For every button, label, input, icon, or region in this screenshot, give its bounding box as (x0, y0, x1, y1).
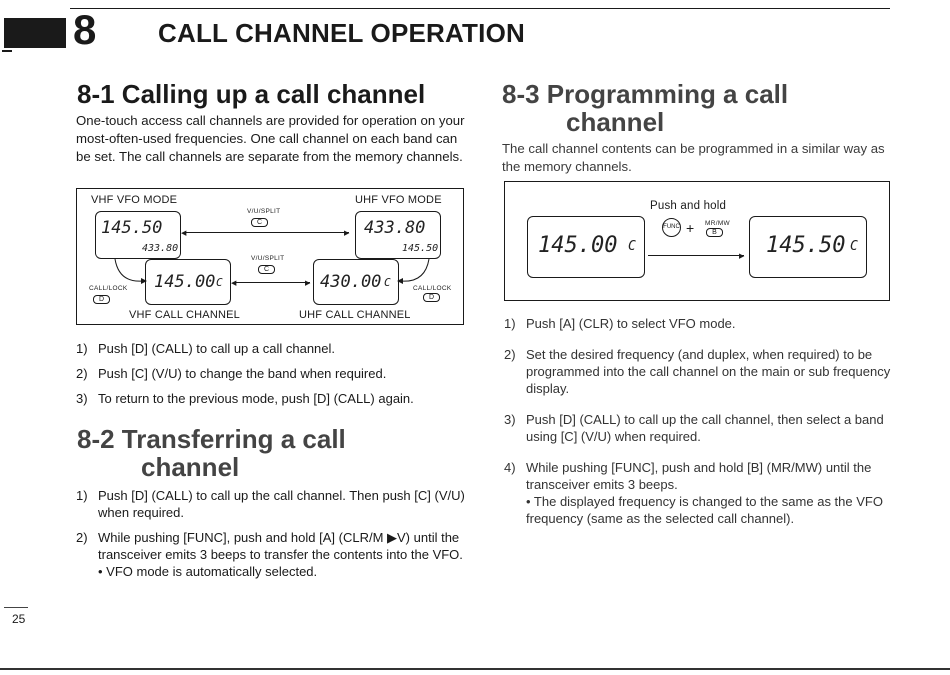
c-key-top: C (251, 218, 268, 227)
note-text: • VFO mode is automatically selected. (98, 564, 318, 579)
program-arrow-head: ▶ (739, 253, 745, 260)
program-arrow (648, 255, 744, 256)
curved-arrow-right (395, 257, 435, 287)
uhf-call-freq: 430.00 (320, 272, 382, 292)
list-item: 3) Push [D] (CALL) to call up the call channel, then select a band using [C] (V/U) when required. (504, 412, 884, 444)
arrow-head-right-top: ▶ (344, 230, 350, 237)
vhf-vfo-sub-freq: 433.80 (142, 243, 179, 254)
tab-dash (2, 50, 12, 52)
list-item: 2) Push [C] (V/U) to change the band when required. (76, 366, 387, 381)
section-8-3-title: 8-3 Programming a call channel (502, 79, 789, 137)
chapter-number: 8 (73, 6, 97, 53)
list-item: 4) While pushing [FUNC], push and hold [B] (MR/MW) until the transceiver emits 3 beeps. • The displayed frequency is changed to the same as the VFO frequency (same as the selected call channel). (504, 459, 896, 527)
note-text: • The displayed frequency is changed to the same as the VFO frequency (same as the selected call channel). (526, 494, 883, 526)
chapter-tab-marker (4, 18, 66, 48)
arrow-head-left-top: ◀ (181, 230, 187, 237)
vhf-call-channel-label: VHF CALL CHANNEL (129, 309, 240, 321)
current-call-display (527, 216, 645, 278)
vhf-vfo-mode-label: VHF VFO MODE (91, 194, 178, 206)
call-channel-diagram (76, 188, 464, 325)
func-key: FUNC (662, 218, 681, 237)
curved-arrow-left (111, 257, 151, 287)
call-swap-arrow (234, 282, 310, 283)
arrow-head-left-bottom: ◀ (231, 280, 237, 287)
vfo-swap-arrow (184, 232, 349, 233)
list-item: 2) While pushing [FUNC], push and hold [A] (CLR/M ▶V) until the transceiver emits 3 beeps to transfer the contents into the VFO. • VFO mode is automatically selected. (76, 529, 468, 580)
programmed-call-indicator: C (850, 239, 858, 254)
list-item: 1) Push [D] (CALL) to call up a call channel. (76, 341, 336, 356)
push-and-hold-label: Push and hold (650, 200, 727, 212)
list-item: 1) Push [A] (CLR) to select VFO mode. (504, 316, 736, 331)
programmed-call-display (749, 216, 867, 278)
plus-sign: + (686, 220, 695, 236)
section-8-3-steps (504, 315, 896, 535)
list-item: 1) Push [D] (CALL) to call up the call channel. Then push [C] (V/U) when required. (76, 488, 465, 520)
d-key-right: D (423, 293, 440, 302)
vhf-call-freq: 145.00 (154, 272, 216, 292)
section-8-1-steps (76, 340, 468, 415)
section-8-2-steps (76, 487, 468, 588)
vhf-call-display (145, 259, 231, 305)
current-call-freq: 145.00 (538, 233, 618, 258)
current-call-indicator: C (628, 239, 636, 254)
programmed-call-freq: 145.50 (766, 233, 846, 258)
b-key: B (706, 228, 723, 237)
c-key-bottom: C (258, 265, 275, 274)
uhf-vfo-mode-label: UHF VFO MODE (355, 194, 442, 206)
call-lock-label-right: CALL/LOCK (413, 285, 452, 292)
uhf-vfo-sub-freq: 145.50 (402, 243, 439, 254)
arrow-head-right-bottom: ▶ (305, 280, 311, 287)
bottom-rule (0, 668, 950, 670)
section-8-2-title: 8-2 Transferring a call channel (77, 424, 346, 482)
chapter-rule (70, 8, 890, 9)
section-8-3-intro: The call channel contents can be programmed in a similar way as the memory channels. (502, 141, 885, 174)
mr-mw-label: MR/MW (705, 220, 730, 227)
chapter-title: CALL CHANNEL OPERATION (158, 18, 525, 48)
vhf-vfo-main-freq: 145.50 (101, 218, 163, 238)
programming-diagram (504, 181, 890, 301)
vu-split-label-top: V/U/SPLIT (247, 208, 281, 215)
section-8-1-title: 8-1 Calling up a call channel (77, 79, 426, 109)
uhf-call-channel-label: UHF CALL CHANNEL (299, 309, 411, 321)
list-item: 2) Set the desired frequency (and duplex, when required) to be programmed into the call channel on the main or sub frequency display. (504, 347, 891, 396)
vhf-vfo-display (95, 211, 181, 259)
list-item: 3) To return to the previous mode, push [D] (CALL) again. (76, 391, 414, 406)
uhf-vfo-display (355, 211, 441, 259)
page-rule (4, 607, 28, 608)
uhf-call-display (313, 259, 399, 305)
page-number: 25 (12, 612, 26, 626)
vhf-call-indicator: C (216, 276, 223, 289)
uhf-call-indicator: C (384, 276, 391, 289)
d-key-left: D (93, 295, 110, 304)
section-8-1-intro: One-touch access call channels are provided for operation on your most-often-used frequencies. One call channel on each band can be set. The call channels are separate from the memory channels. (76, 113, 465, 164)
uhf-vfo-main-freq: 433.80 (364, 218, 426, 238)
vu-split-label-bottom: V/U/SPLIT (251, 255, 285, 262)
call-lock-label-left: CALL/LOCK (89, 285, 128, 292)
